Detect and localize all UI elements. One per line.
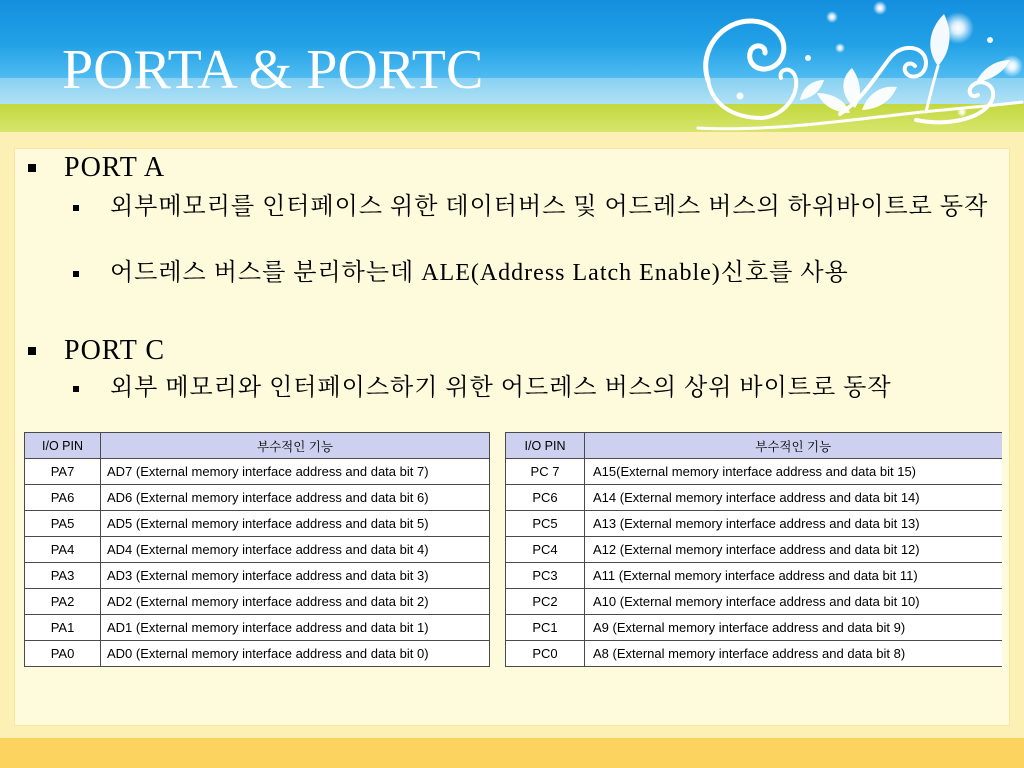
function-cell: AD0 (External memory interface address and data bit 0) xyxy=(101,641,490,667)
sparkle xyxy=(957,107,967,117)
square-bullet-icon xyxy=(73,271,79,277)
pin-cell: PC2 xyxy=(506,589,585,615)
square-bullet-icon xyxy=(73,205,79,211)
column-header-io-pin: I/O PIN xyxy=(25,433,101,459)
pin-cell: PA2 xyxy=(25,589,101,615)
pin-cell: PC0 xyxy=(506,641,585,667)
bullet-port-a xyxy=(28,152,1004,184)
pin-cell: PC4 xyxy=(506,537,585,563)
table-row xyxy=(506,641,1002,667)
pin-cell: PA7 xyxy=(25,459,101,485)
sparkle xyxy=(826,11,838,23)
pin-cell: PA6 xyxy=(25,485,101,511)
sub-bullet xyxy=(73,258,990,289)
table-header-row xyxy=(506,433,1002,459)
table-row xyxy=(25,641,490,667)
slide-title: PORTA & PORTC xyxy=(62,39,484,101)
portc-function-table xyxy=(505,432,1002,667)
pin-cell: PA3 xyxy=(25,563,101,589)
pin-cell: PC 7 xyxy=(506,459,585,485)
sparkle xyxy=(942,12,974,44)
table-row xyxy=(25,511,490,537)
large-swirl xyxy=(706,21,784,80)
square-bullet-icon xyxy=(28,164,36,172)
function-cell: AD3 (External memory interface address and data bit 3) xyxy=(101,563,490,589)
sub-bullet xyxy=(73,192,990,223)
leaf xyxy=(817,93,850,113)
table-row xyxy=(25,537,490,563)
function-cell: AD7 (External memory interface address and data bit 7) xyxy=(101,459,490,485)
small-curl xyxy=(708,70,796,118)
table-row xyxy=(25,615,490,641)
function-cell: A12 (External memory interface address and data bit 12) xyxy=(585,537,1002,563)
table-row xyxy=(506,459,1002,485)
table-row xyxy=(506,589,1002,615)
table-row xyxy=(25,563,490,589)
table-row xyxy=(25,485,490,511)
function-cell: A11 (External memory interface address and data bit 11) xyxy=(585,563,1002,589)
vine-dot xyxy=(987,37,993,43)
pin-cell: PC1 xyxy=(506,615,585,641)
sub-bullet-text: 외부 메모리와 인터페이스하기 위한 어드레스 버스의 상위 바이트로 동작 xyxy=(110,375,892,401)
sparkle xyxy=(835,43,845,53)
function-cell: A14 (External memory interface address and data bit 14) xyxy=(585,485,1002,511)
leaf-stem xyxy=(926,66,938,112)
sparkle xyxy=(873,1,887,15)
pin-cell: PA1 xyxy=(25,615,101,641)
pin-cell: PA5 xyxy=(25,511,101,537)
pin-cell: PC3 xyxy=(506,563,585,589)
table-row xyxy=(506,511,1002,537)
table-header-row xyxy=(25,433,490,459)
square-bullet-icon xyxy=(73,386,79,392)
table-row xyxy=(506,537,1002,563)
bullet-label: PORT A xyxy=(64,152,166,183)
sub-bullet-text: 외부메모리를 인터페이스 위한 데이터버스 및 어드레스 버스의 하위바이트로 동작 xyxy=(110,194,989,220)
function-cell: A9 (External memory interface address and data bit 9) xyxy=(585,615,1002,641)
table-row xyxy=(25,589,490,615)
function-cell: A10 (External memory interface address and data bit 10) xyxy=(585,589,1002,615)
bullet-port-c xyxy=(28,335,1004,367)
sub-bullet xyxy=(73,373,990,404)
sparkle xyxy=(1001,55,1023,77)
pin-cell: PC5 xyxy=(506,511,585,537)
footer-band xyxy=(0,738,1024,768)
leaf xyxy=(843,68,860,108)
table-row xyxy=(25,459,490,485)
column-header-function: 부수적인 기능 xyxy=(585,433,1002,459)
vine-dot xyxy=(737,93,744,100)
function-cell: A13 (External memory interface address and data bit 13) xyxy=(585,511,1002,537)
bullet-label: PORT C xyxy=(64,335,166,366)
pin-cell: PA4 xyxy=(25,537,101,563)
table-row xyxy=(506,563,1002,589)
sub-bullet-text: 어드레스 버스를 분리하는데 ALE(Address Latch Enable)신호를 사용 xyxy=(110,260,849,286)
pin-cell: PC6 xyxy=(506,485,585,511)
column-header-function: 부수적인 기능 xyxy=(101,433,490,459)
function-cell: A15(External memory interface address and data bit 15) xyxy=(585,459,1002,485)
function-cell: AD6 (External memory interface address and data bit 6) xyxy=(101,485,490,511)
function-cell: AD5 (External memory interface address and data bit 5) xyxy=(101,511,490,537)
table-row xyxy=(506,485,1002,511)
column-header-io-pin: I/O PIN xyxy=(506,433,585,459)
table-row xyxy=(506,615,1002,641)
swirl-vines xyxy=(698,21,1022,129)
square-bullet-icon xyxy=(28,347,36,355)
function-cell: A8 (External memory interface address and data bit 8) xyxy=(585,641,1002,667)
pin-cell: PA0 xyxy=(25,641,101,667)
function-cell: AD4 (External memory interface address and data bit 4) xyxy=(101,537,490,563)
function-cell: AD2 (External memory interface address and data bit 2) xyxy=(101,589,490,615)
floral-swirl-ornament xyxy=(690,0,1024,140)
porta-function-table xyxy=(24,432,490,667)
function-cell: AD1 (External memory interface address and data bit 1) xyxy=(101,615,490,641)
vine-dot xyxy=(805,55,811,61)
